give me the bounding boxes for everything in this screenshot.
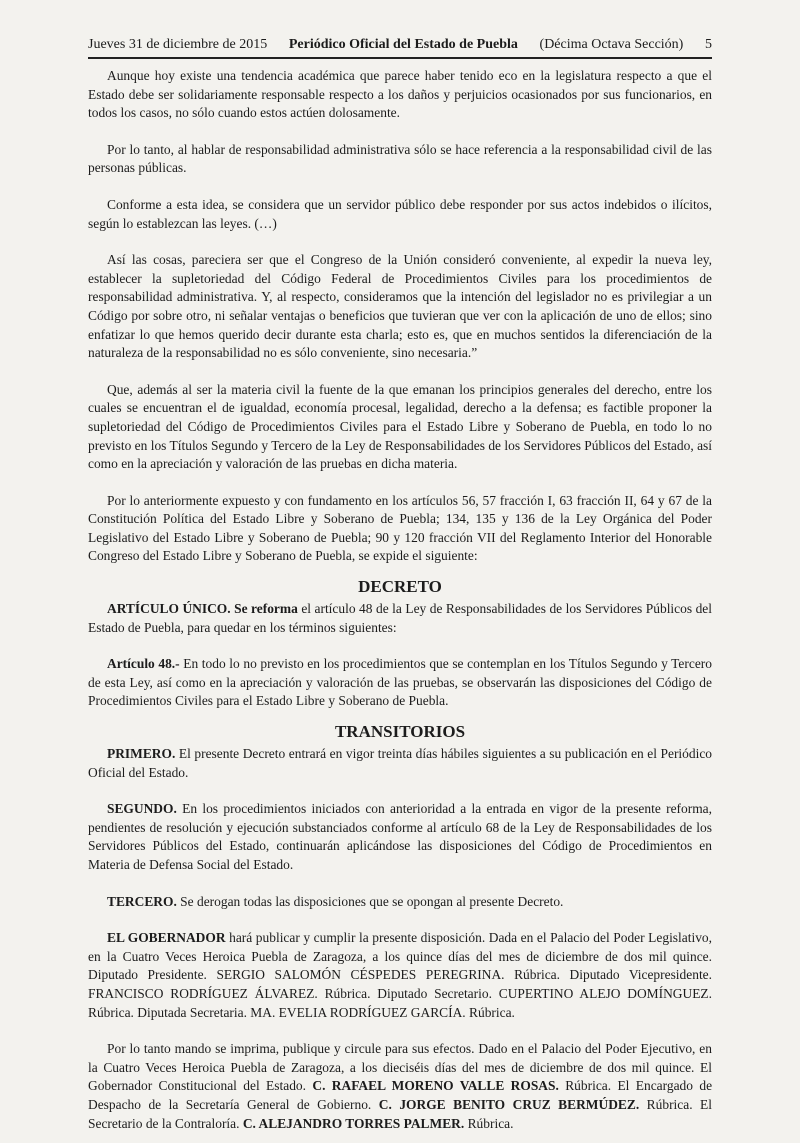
gobernador-paragraph <box>88 929 712 1022</box>
primero-text: El presente Decreto entrará en vigor treinta días hábiles siguientes a su publicación en el Periódico Oficial del Estado. <box>88 746 713 780</box>
closing-text: Rúbrica. El Secretario de la Contraloría. <box>88 1096 712 1131</box>
closing-text: Rúbrica. <box>467 1115 514 1131</box>
decreto-heading: DECRETO <box>358 577 442 597</box>
signatory-name: C. RAFAEL MORENO VALLE ROSAS. <box>312 1078 559 1094</box>
signatory-name: C. ALEJANDRO TORRES PALMER. <box>242 1115 465 1131</box>
page-number: 5 <box>704 37 712 52</box>
paragraph: Que, además al ser la materia civil la fuente de la que emanan los principios generales del derecho, entre los cuales se encuentran el de igualdad, economía procesal, legalidad, derecho a la defensa; es factible proponer la supletoriedad del Código de Procedimientos Civiles para el Estado Libre y Soberano de Puebla, en todo lo no previsto en los Títulos Segundo y Tercero de la Ley de Responsabilidades de los Servidores Públicos del Estado, así como en la apreciación y valoración de las pruebas en dicha materia. <box>88 381 712 472</box>
paragraph: Aunque hoy existe una tendencia académica que parece haber tenido eco en la legislatura respecto a que el Estado debe ser solidariamente responsable respecto a los daños y perjuicios ocasionados por sus funcionarios, en todos los casos, no sólo cuando estos actúen dolosamente. <box>88 68 712 121</box>
header-publication: Periódico Oficial del Estado de Puebla <box>288 37 518 52</box>
primero-label: PRIMERO. <box>107 746 176 762</box>
header-date: Jueves 31 de diciembre de 2015 <box>88 37 268 52</box>
articulo-48 <box>88 655 712 711</box>
transitorio-primero <box>88 745 712 782</box>
reforma-label: Se reforma <box>234 601 298 617</box>
transitorios-heading: TRANSITORIOS <box>334 722 466 742</box>
closing-text: Por lo tanto mando se imprima, publique y circule para sus efectos. Dado en el Palacio del Poder Ejecutivo, en la Cuatro Veces Heroica Puebla de Zaragoza, a los dieciséis días del mes de diciembre de dos mil quince. El Gobernador Constitucional del Estado. <box>88 1041 712 1094</box>
closing-text: Rúbrica. El Encargado de Despacho de la Secretaría General de Gobierno. <box>88 1078 713 1112</box>
paragraph: Así las cosas, pareciera ser que el Congreso de la Unión consideró conveniente, al expedir la nueva ley, establecer la supletoriedad del Código Federal de Procedimientos Civiles para los procedimientos de responsabilidad administrativa. Y, al respecto, consideramos que la intención del legislador no es privilegiar a un Código por sobre otro, ni señalar ventajas o beneficios que tuvieran que ver con la aplicación de uno de ellos; sino enfatizar lo que hemos querido decir durante esta charla; esto es, que en muchos sentidos la diferenciación de la naturaleza de la responsabilidad no es sólo conveniente, sino necesaria.” <box>88 252 712 361</box>
tercero-label: TERCERO. <box>107 893 177 909</box>
articulo-unico <box>88 600 712 637</box>
header-section: (Décima Octava Sección) <box>539 37 684 52</box>
transitorio-tercero <box>88 893 712 912</box>
articulo-48-text: En todo lo no previsto en los procedimientos que se contemplan en los Títulos Segundo y Tercero de esta Ley, así como en la apreciación y valoración de las pruebas, se observarán las disposiciones del Código de Procedimientos Civiles para el Estado Libre y Soberano de Puebla. <box>88 656 712 709</box>
paragraph: Por lo anteriormente expuesto y con fundamento en los artículos 56, 57 fracción I, 63 fracción II, 64 y 67 de la Constitución Política del Estado Libre y Soberano de Puebla; 134, 135 y 136 de la Ley Orgánica del Poder Legislativo del Estado Libre y Soberano de Puebla; 90 y 120 fracción VII del Reglamento Interior del Honorable Congreso del Estado Libre y Soberano de Puebla, se expide el siguiente: <box>88 492 712 564</box>
paragraph: Por lo tanto, al hablar de responsabilidad administrativa sólo se hace referencia a la responsabilidad civil de las personas públicas. <box>88 141 712 176</box>
page-header <box>88 37 712 59</box>
articulo-48-label: Artículo 48.- <box>107 656 180 672</box>
paragraph: Conforme a esta idea, se considera que un servidor público debe responder por sus actos indebidos o ilícitos, según lo establezcan las leyes. (…) <box>88 196 712 231</box>
articulo-unico-text: el artículo 48 de la Ley de Responsabilidades de los Servidores Públicos del Estado de Puebla, para quedar en los términos siguientes: <box>88 601 712 635</box>
transitorio-segundo <box>88 800 712 874</box>
articulo-unico-label: ARTÍCULO ÚNICO. <box>107 601 231 617</box>
document-page <box>88 37 712 1143</box>
closing-paragraph <box>88 1040 712 1133</box>
segundo-text: En los procedimientos iniciados con anterioridad a la entrada en vigor de la presente reforma, pendientes de resolución y ejecución substanciados conforme al artículo 68 de la Ley de Responsabilidades de los Servidores Públicos del Estado, continuarán aplicándose las disposiciones del Código de Procedimientos en Materia de Defensa Social del Estado. <box>88 801 712 872</box>
gobernador-label: EL GOBERNADOR <box>107 930 226 946</box>
signatory-name: C. JORGE BENITO CRUZ BERMÚDEZ. <box>378 1096 640 1112</box>
segundo-label: SEGUNDO. <box>107 801 177 817</box>
tercero-text: Se derogan todas las disposiciones que se opongan al presente Decreto. <box>180 893 564 909</box>
gobernador-text: hará publicar y cumplir la presente disposición. Dada en el Palacio del Poder Legislativo, en la Cuatro Veces Heroica Puebla de Zaragoza, a los quince días del mes de diciembre de dos mil quince. Diputado Presidente. SERGIO SALOMÓN CÉSPEDES PEREGRINA. Rúbrica. Diputado Vicepresidente. FRANCISCO RODRÍGUEZ ÁLVAREZ. Rúbrica. Diputado Secretario. CUPERTINO ALEJO DOMÍNGUEZ. Rúbrica. Diputada Secretaria. MA. EVELIA RODRÍGUEZ GARCÍA. Rúbrica. <box>88 930 712 1020</box>
document-body <box>88 67 712 1133</box>
